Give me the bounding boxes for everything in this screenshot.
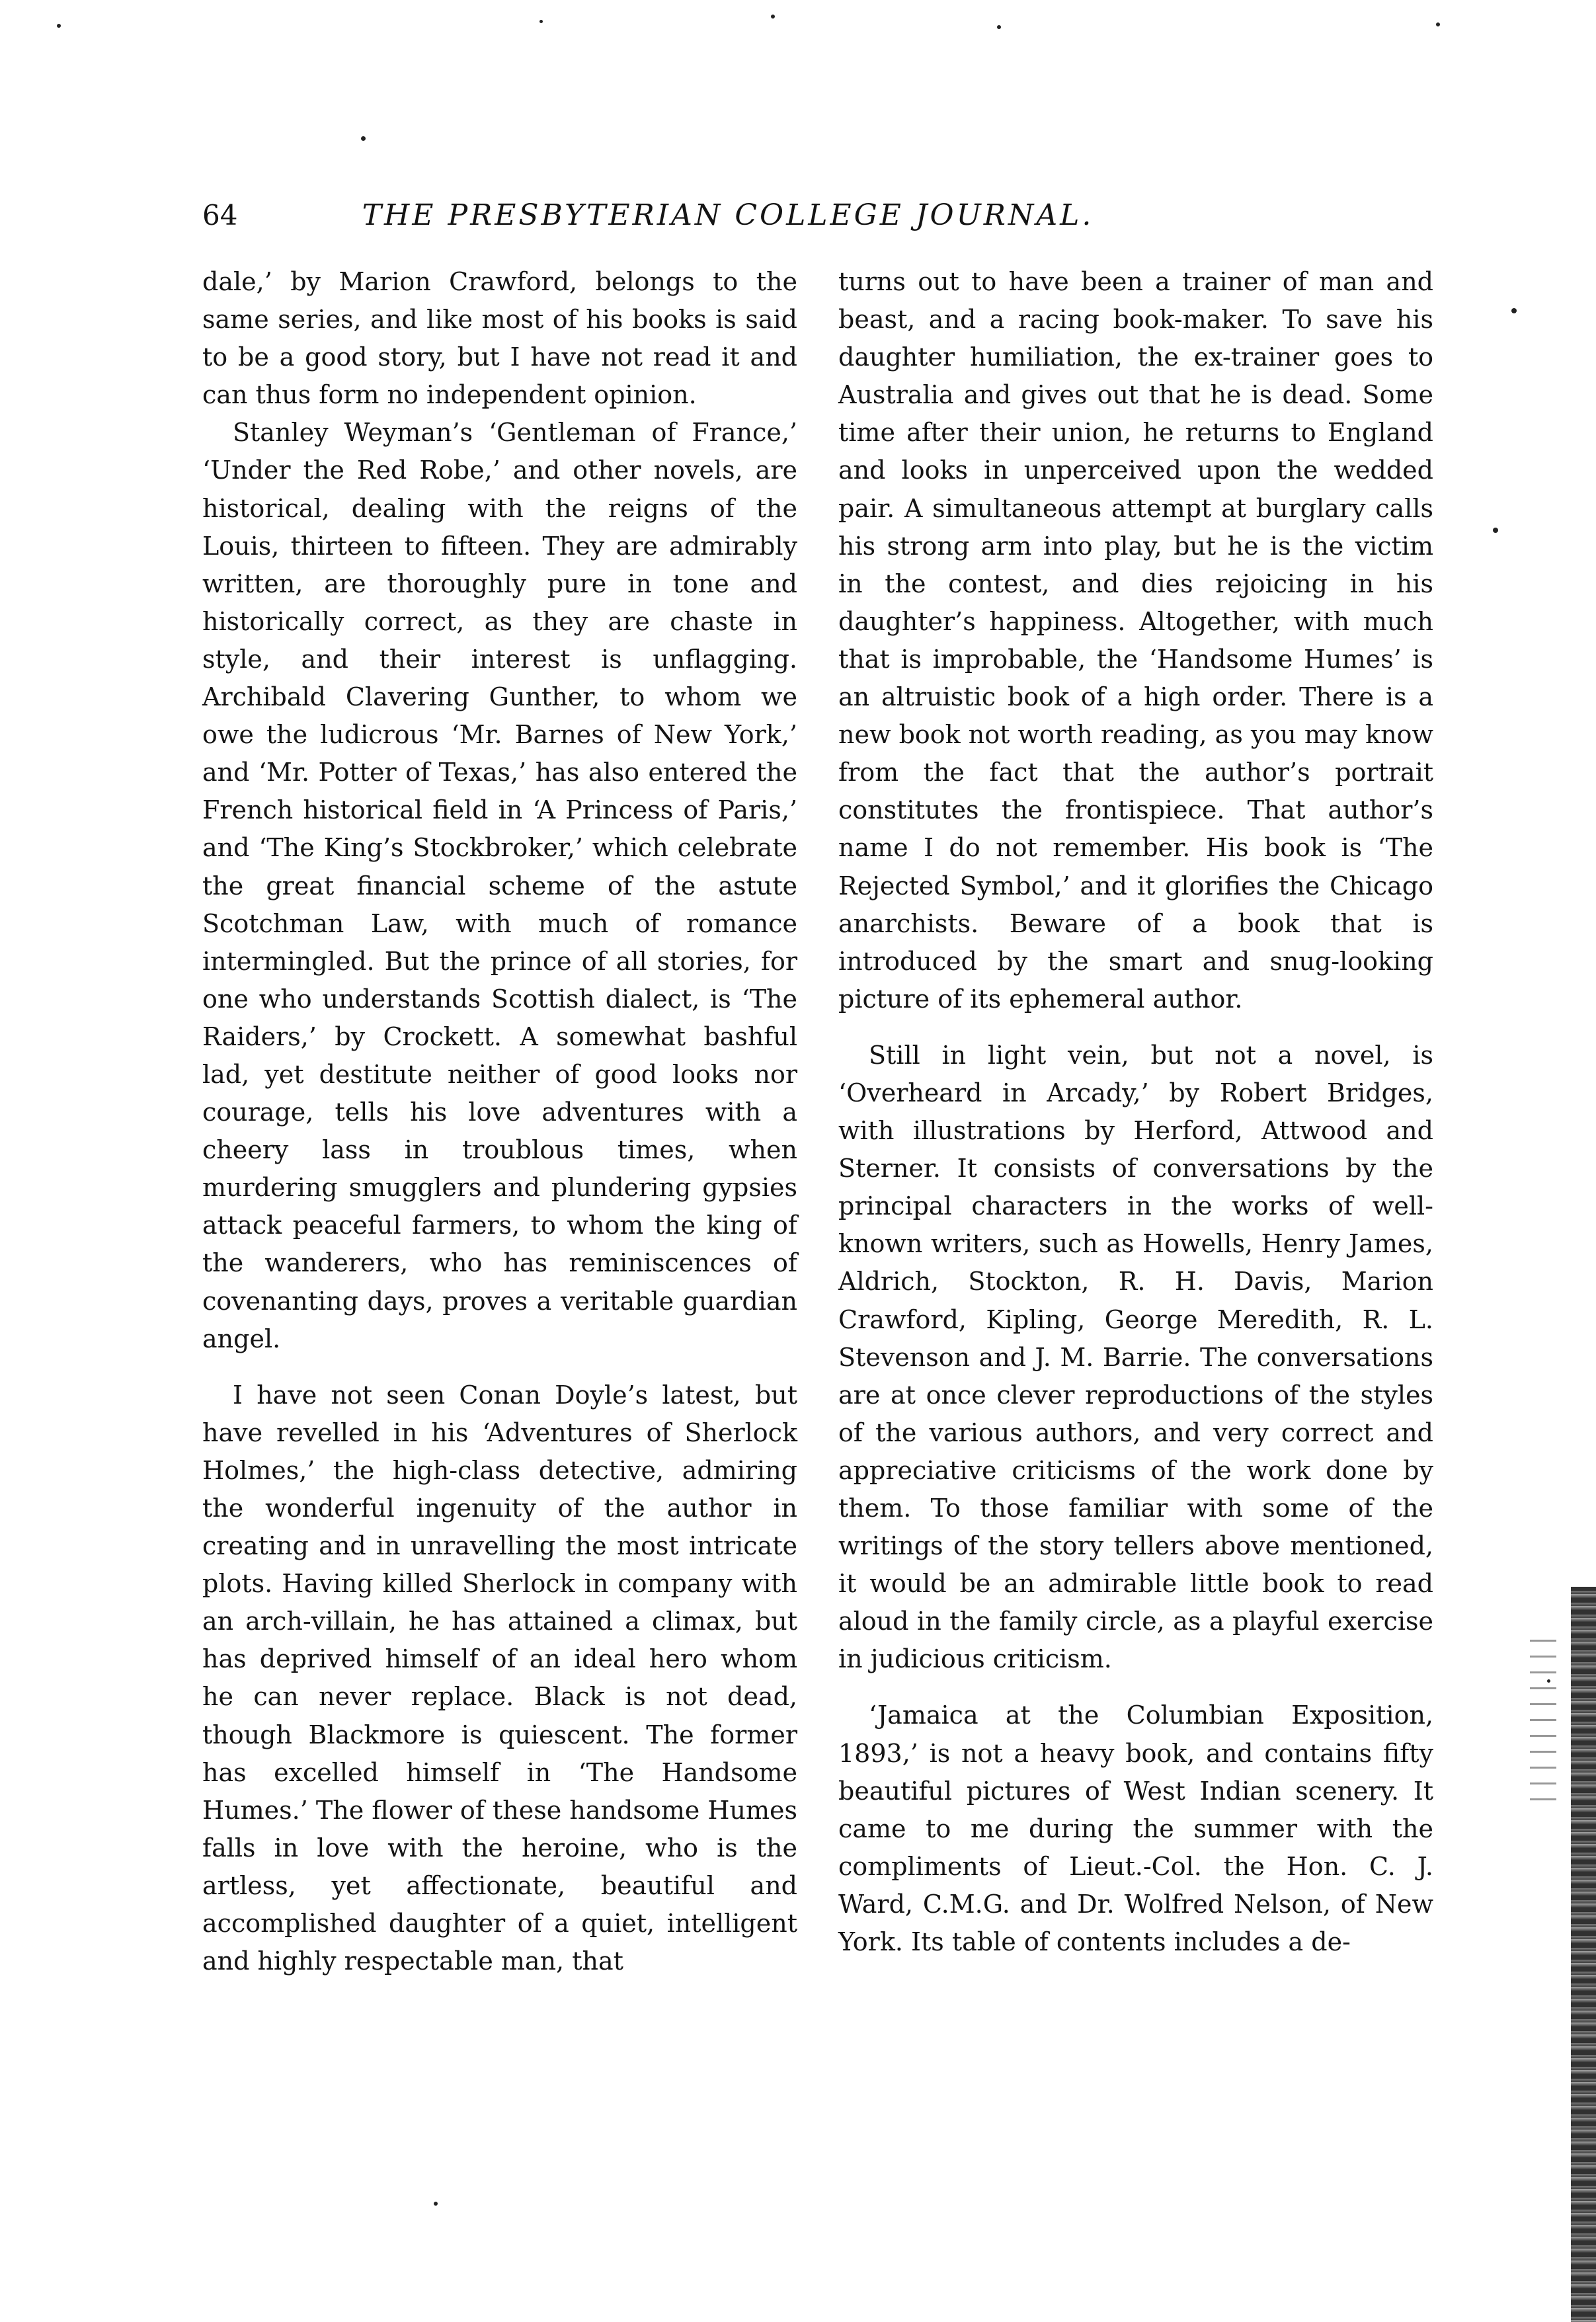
scan-speck [1511, 308, 1517, 313]
paragraph: turns out to have been a trainer of man and beast, and a racing book-maker. To save his daughter humiliation, the ex-trainer goes to Australia and gives out that he is dead. Some time after their union, he returns to England and looks in unperceived upon the wedded pair. A simultaneous attempt at burglary calls his strong arm into play, but he is the victim in the contest, and dies rejoicing in his daughter’s happiness. Altogether, with much that is improbable, the ‘Handsome Humes’ is an altruistic book of a high order. There is a new book not worth reading, as you may know from the fact that the author’s portrait constitutes the frontispiece. That author’s name I do not remember. His book is ‘The Rejected Symbol,’ and it glorifies the Chicago anarchists. Beware of a book that is introduced by the smart and snug-looking picture of its ephemeral author. [838, 267, 1433, 1014]
scan-speck [361, 136, 366, 141]
scan-speck [1436, 22, 1440, 26]
scan-speck [434, 2202, 438, 2206]
scan-speck [57, 24, 61, 28]
paragraph: Still in light vein, but not a novel, is ‘Overheard in Arcady,’ by Robert Bridges, with illustrations by Herford, Attwood and Sterner. It consists of conversations by the principal characters in the works of well-known writers, such as Howells, Henry James, Aldrich, Stockton, R. H. Davis, Marion Crawford, Kipling, George Meredith, R. L. Stevenson and J. M. Barrie. The conversations are at once clever reproductions of the styles of the various authors, and very correct and appreciative criticisms of the work done by them. To those familiar with some of the writings of the story tellers above mentioned, it would be an admirable little book to read aloud in the family circle, as a playful exercise in judicious criticism. [838, 1040, 1433, 1674]
right-column [838, 263, 1433, 1961]
scan-speck [997, 25, 1001, 29]
running-head: THE PRESBYTERIAN COLLEGE JOURNAL. [362, 198, 1094, 232]
paragraph: I have not seen Conan Doyle’s latest, but have revelled in his ‘Adventures of Sherlock Holmes,’ the high-class detective, admiring the wonderful ingenuity of the author in creating and in unravelling the most intricate plots. Having killed Sherlock in company with an arch-villain, he has attained a climax, but has deprived himself of an ideal hero whom he can never replace. Black is not dead, though Blackmore is quiescent. The former has excelled himself in ‘The Handsome Humes.’ The flower of these handsome Humes falls in love with the heroine, who is the artless, yet affectionate, beautiful and accomplished daughter of a quiet, intelligent and highly respectable man, that [202, 1380, 797, 1976]
scan-edge-specks [1530, 1640, 1556, 1812]
scan-speck [771, 15, 775, 19]
paragraph: dale,’ by Marion Crawford, belongs to the same series, and like most of his books is said to be a good story, but I have not read it and can thus form no independent opinion. [202, 267, 797, 410]
scan-edge-shadow [1571, 1587, 1596, 2322]
scan-speck [539, 20, 543, 23]
paragraph: Stanley Weyman’s ‘Gentleman of France,’ ‘Under the Red Robe,’ and other novels, are historical, dealing with the reigns of the Louis, thirteen to fifteen. They are admirably written, are thoroughly pure in tone and historically correct, as they are chaste in style, and their interest is unflagging. Archibald Clavering Gunther, to whom we owe the ludicrous ‘Mr. Barnes of New York,’ and ‘Mr. Potter of Texas,’ has also entered the French historical field in ‘A Princess of Paris,’ and ‘The King’s Stockbroker,’ which celebrate the great financial scheme of the astute Scotchman Law, with much of romance intermingled. But the prince of all stories, for one who understands Scottish dialect, is ‘The Raiders,’ by Crockett. A somewhat bashful lad, yet destitute neither of good looks nor courage, tells his love adventures with a cheery lass in troublous times, when murdering smugglers and plundering gypsies attack peaceful farmers, to whom the king of the wanderers, who has reminiscences of covenanting days, proves a veritable guardian angel. [202, 418, 797, 1353]
page-number: 64 [202, 199, 238, 231]
paragraph: ‘Jamaica at the Columbian Exposition, 1893,’ is not a heavy book, and contains fifty beautiful pictures of West Indian scenery. It came to me during the summer with the compliments of Lieut.-Col. the Hon. C. J. Ward, C.M.G. and Dr. Wolfred Nelson, of New York. Its table of contents includes a de- [838, 1701, 1433, 1957]
page-header [202, 196, 1161, 242]
left-column [202, 263, 797, 1980]
scan-speck [1493, 528, 1498, 533]
